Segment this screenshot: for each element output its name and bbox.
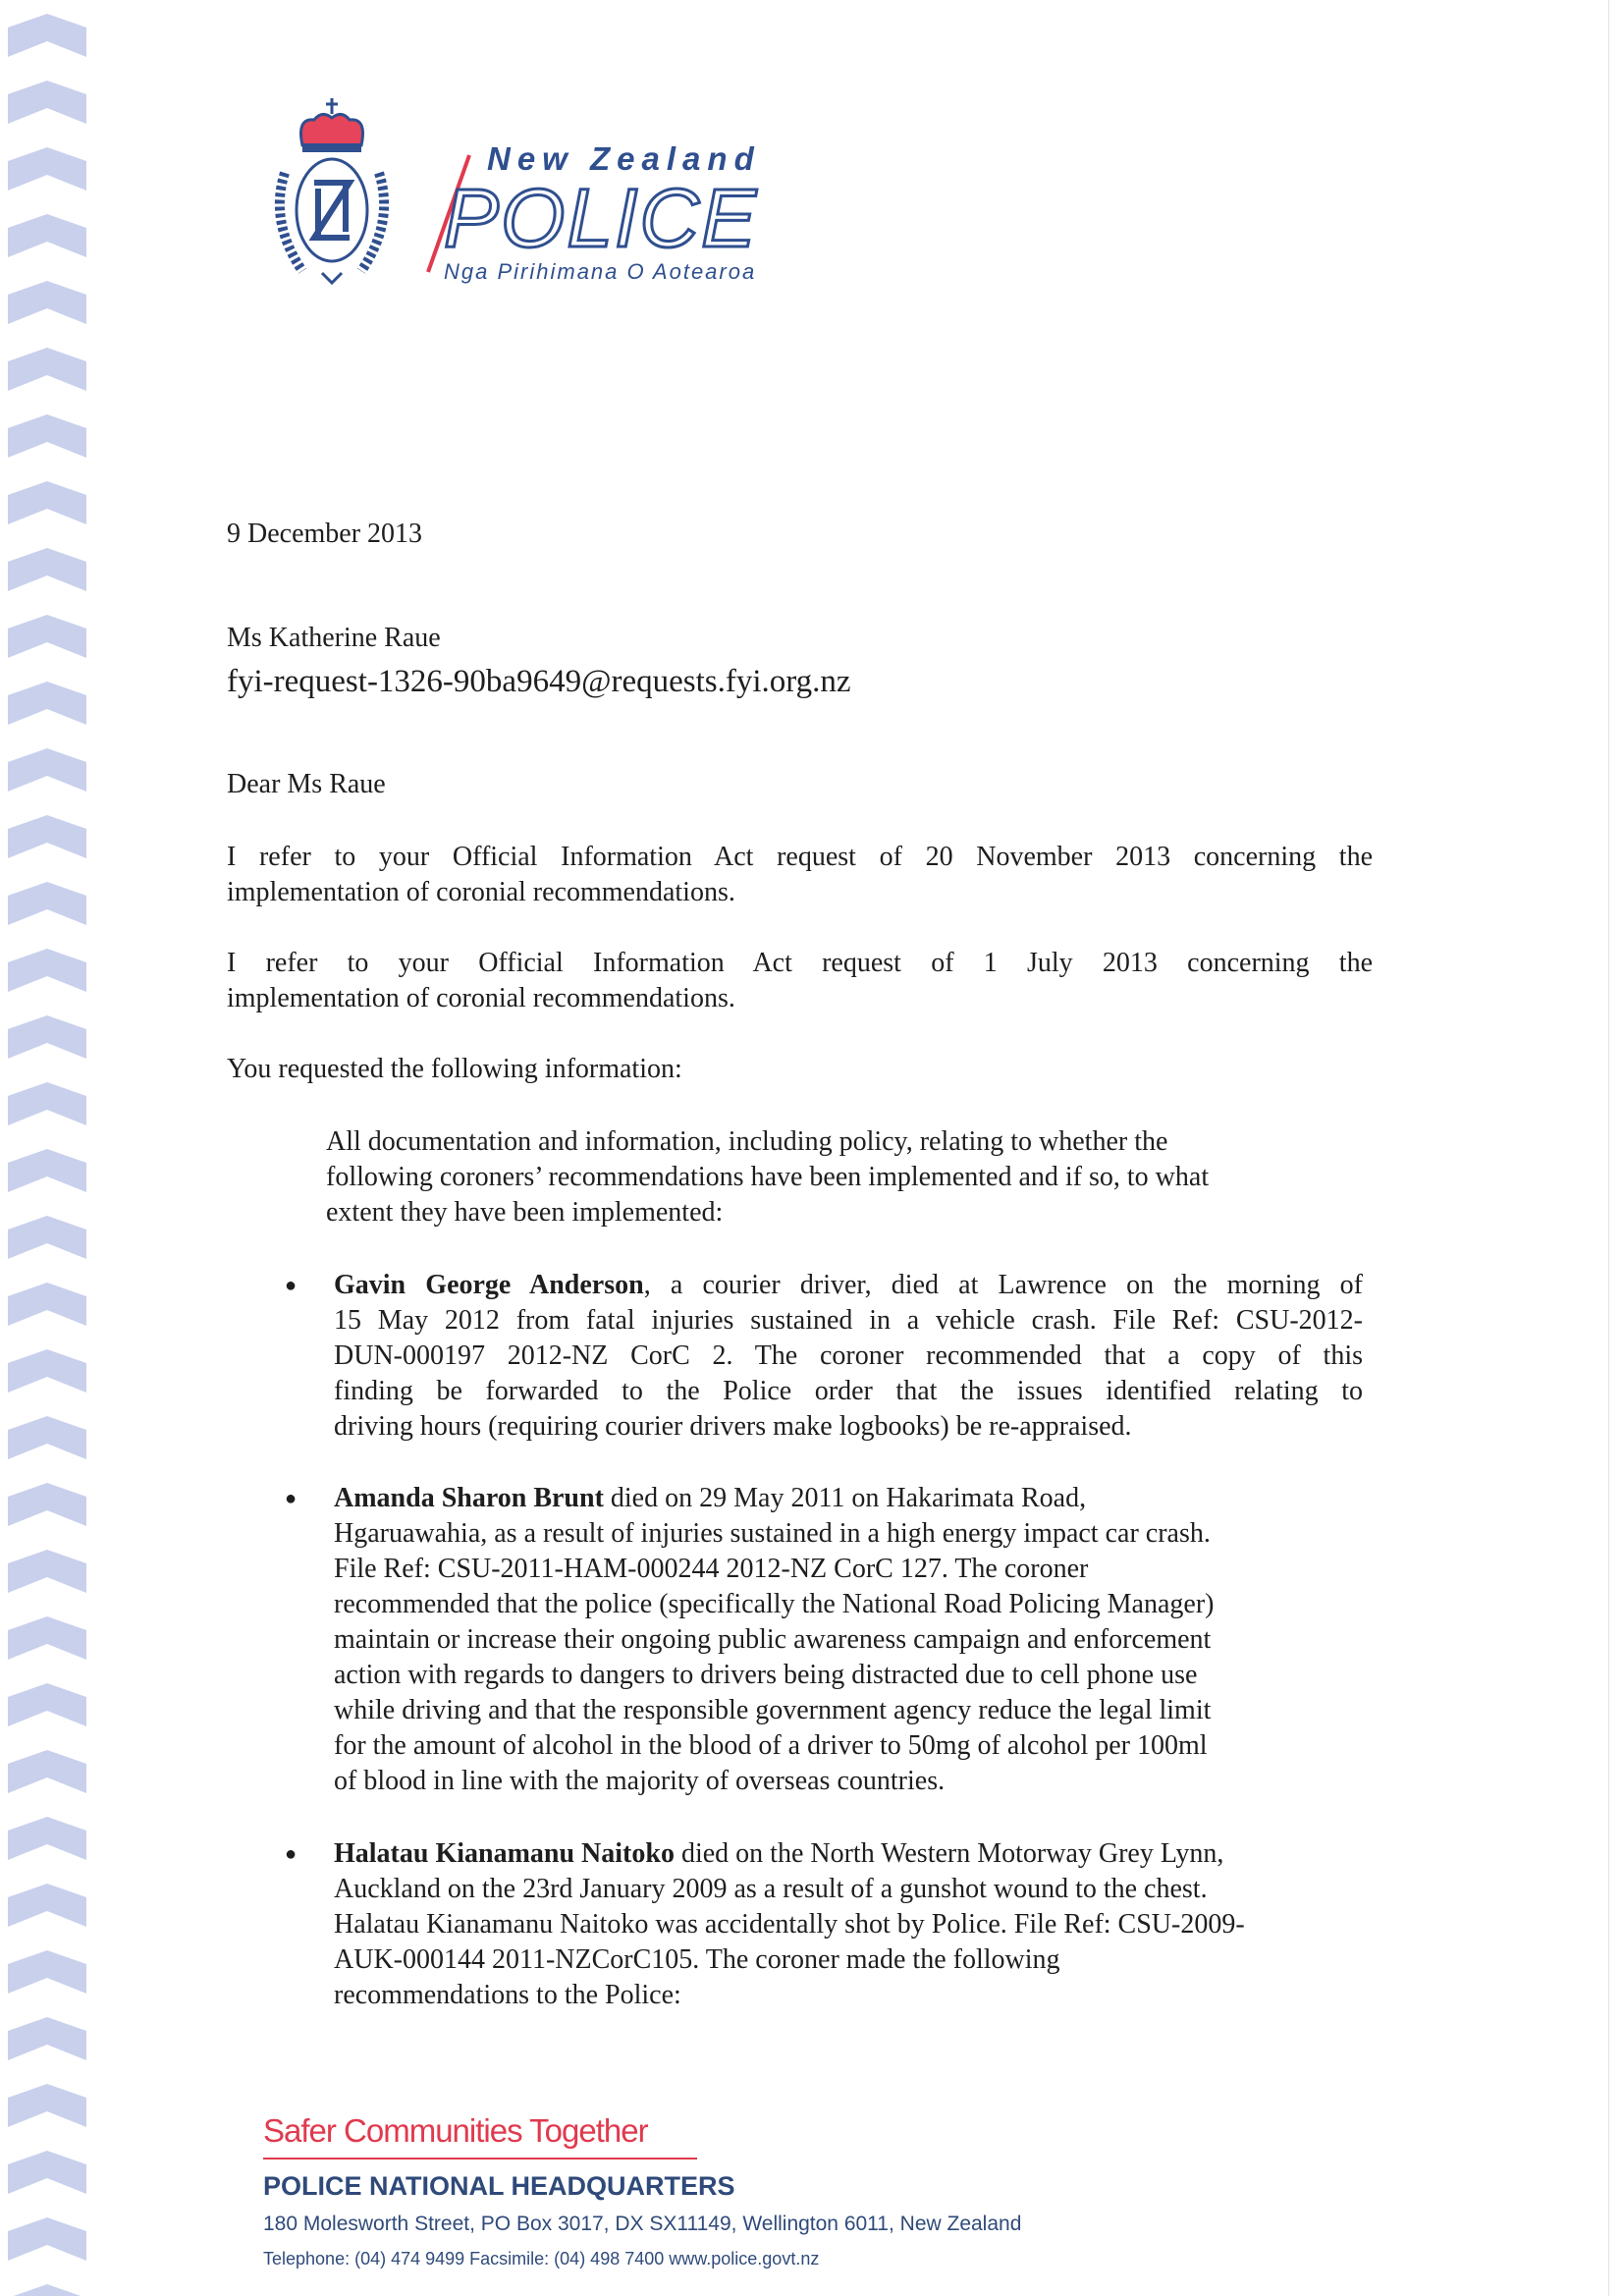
chevron-mark [8, 548, 86, 591]
text-line [334, 1268, 1363, 1303]
chevron-mark [8, 2217, 86, 2261]
text-line: I refer to your Official Information Act request of 20 November 2013 concerning the [227, 842, 1373, 872]
chevron-mark [8, 882, 86, 925]
text-line [334, 1481, 1363, 1516]
text-line [334, 1836, 1363, 1872]
bullet-item [285, 1268, 1363, 1445]
bullet-icon: ● [285, 1275, 298, 1296]
chevron-mark [8, 281, 86, 324]
bullet-icon: ● [285, 1843, 298, 1865]
text-line: following coroners’ recommendations have been implemented and if so, to what [326, 1162, 1210, 1192]
text-line: File Ref: CSU-2011-HAM-000244 2012-NZ CorC 127. The coroner [334, 1554, 1089, 1584]
quoted-request [326, 1124, 1308, 1230]
text-line: driving hours (requiring courier drivers make logbooks) be re-appraised. [334, 1411, 1132, 1442]
person-name: Gavin George Anderson [334, 1270, 644, 1300]
page-edge [1608, 0, 1609, 2296]
chevron-mark [8, 81, 86, 124]
chevron-mark [8, 682, 86, 725]
text-line: All documentation and information, including policy, relating to whether the [326, 1126, 1168, 1157]
footer-address: 180 Molesworth Street, PO Box 3017, DX SX11149, Wellington 6011, New Zealand [263, 2213, 1022, 2235]
text-span: died on 29 May 2011 on Hakarimata Road, [603, 1483, 1087, 1513]
chevron-mark [8, 748, 86, 792]
footer-contact: Telephone: (04) 474 9499 Facsimile: (04) 498 7400 www.police.govt.nz [263, 2249, 820, 2269]
chevron-border [0, 0, 98, 2296]
slogan-underline [263, 2158, 697, 2159]
chevron-mark [8, 1616, 86, 1660]
text-line: Halatau Kianamanu Naitoko was accidentally shot by Police. File Ref: CSU-2009- [334, 1909, 1245, 1940]
chevron-mark [8, 1817, 86, 1860]
chevron-mark [8, 1950, 86, 1994]
chevron-mark [8, 14, 86, 57]
footer-hq: POLICE NATIONAL HEADQUARTERS [263, 2171, 735, 2201]
chevron-mark [8, 1416, 86, 1459]
text-line: extent they have been implemented: [326, 1197, 724, 1228]
chevron-mark [8, 1015, 86, 1059]
footer-slogan: Safer Communities Together [263, 2112, 648, 2149]
chevron-mark [8, 414, 86, 458]
text-line: maintain or increase their ongoing public awareness campaign and enforcement [334, 1624, 1212, 1655]
chevron-mark [8, 2284, 86, 2296]
chevron-mark [8, 1683, 86, 1726]
text-line: Auckland on the 23rd January 2009 as a result of a gunshot wound to the chest. [334, 1874, 1208, 1904]
paragraph-2 [227, 946, 1373, 1016]
text-line: finding be forwarded to the Police order that the issues identified relating to [334, 1376, 1363, 1406]
chevron-mark [8, 1550, 86, 1593]
text-line: 15 May 2012 from fatal injuries sustained in a vehicle crash. File Ref: CSU-2012- [334, 1305, 1363, 1336]
chevron-mark [8, 2151, 86, 2194]
paragraph-3 [227, 1052, 1373, 1087]
text-span: , a courier driver, died at Lawrence on the morning of [643, 1270, 1363, 1300]
text-span: died on the North Western Motorway Grey Lynn, [674, 1838, 1224, 1869]
chevron-mark [8, 1082, 86, 1125]
chevron-mark [8, 1349, 86, 1393]
chevron-mark [8, 815, 86, 858]
chevron-mark [8, 348, 86, 391]
chevron-mark [8, 481, 86, 524]
letter-date: 9 December 2013 [227, 519, 423, 549]
text-line: DUN-000197 2012-NZ CorC 2. The coroner recommended that a copy of this [334, 1340, 1363, 1371]
text-line: while driving and that the responsible government agency reduce the legal limit [334, 1695, 1212, 1725]
bullet-icon: ● [285, 1488, 298, 1509]
chevron-mark [8, 1149, 86, 1192]
chevron-mark [8, 214, 86, 257]
chevron-mark [8, 2017, 86, 2060]
text-line: implementation of coronial recommendations. [227, 877, 735, 907]
chevron-mark [8, 615, 86, 658]
brand-police: POLICE [444, 172, 759, 264]
chevron-mark [8, 2084, 86, 2127]
brand-maori-name: Nga Pirihimana O Aotearoa [444, 259, 757, 284]
chevron-mark [8, 147, 86, 191]
chevron-mark [8, 1884, 86, 1927]
salutation: Dear Ms Raue [227, 769, 386, 799]
recipient-name: Ms Katherine Raue [227, 623, 441, 653]
text-line: for the amount of alcohol in the blood of a driver to 50mg of alcohol per 100ml [334, 1730, 1208, 1761]
chevron-mark [8, 1283, 86, 1326]
bullet-item [285, 1836, 1363, 2013]
brand-new-zealand: New Zealand [487, 140, 761, 177]
chevron-mark [8, 949, 86, 992]
person-name: Amanda Sharon Brunt [334, 1483, 604, 1513]
text-line: You requested the following information: [227, 1054, 682, 1084]
text-line: I refer to your Official Information Act request of 1 July 2013 concerning the [227, 948, 1373, 978]
chevron-mark [8, 1750, 86, 1793]
recipient-email: fyi-request-1326-90ba9649@requests.fyi.org.nz [227, 664, 851, 699]
text-line: implementation of coronial recommendations. [227, 983, 735, 1013]
chevron-mark [8, 1216, 86, 1259]
text-line: action with regards to dangers to drivers being distracted due to cell phone use [334, 1660, 1198, 1690]
text-line: Hgaruawahia, as a result of injuries sustained in a high energy impact car crash. [334, 1518, 1211, 1549]
police-crest-icon [263, 94, 401, 291]
bullet-item [285, 1481, 1363, 1799]
person-name: Halatau Kianamanu Naitoko [334, 1838, 675, 1869]
text-line: AUK-000144 2011-NZCorC105. The coroner made the following [334, 1944, 1060, 1975]
paragraph-1 [227, 840, 1373, 910]
text-line: recommended that the police (specifically the National Road Policing Manager) [334, 1589, 1215, 1619]
text-line: of blood in line with the majority of overseas countries. [334, 1766, 946, 1796]
chevron-mark [8, 1483, 86, 1526]
text-line: recommendations to the Police: [334, 1980, 681, 2010]
